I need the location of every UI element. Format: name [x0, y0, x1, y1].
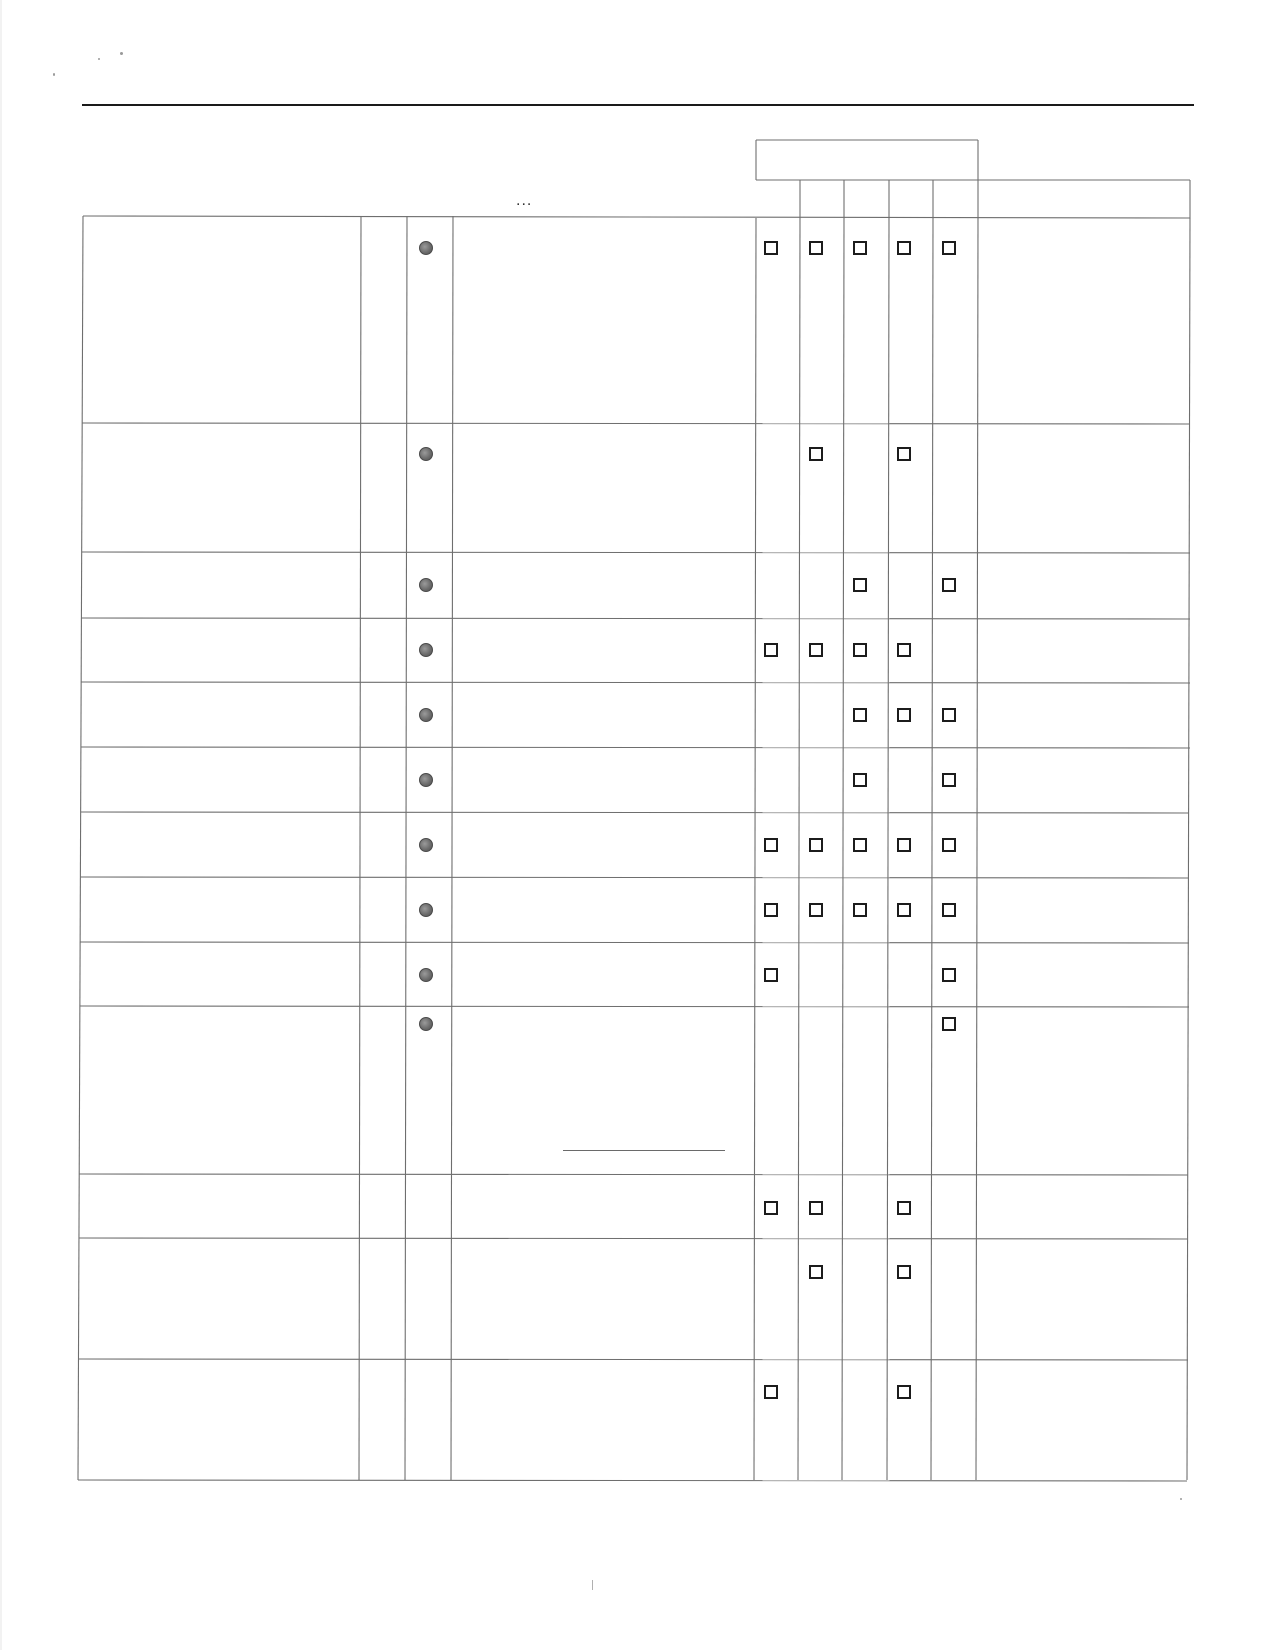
row-bullet-icon	[419, 708, 433, 722]
row-8-checkbox-1[interactable]	[764, 903, 778, 917]
row-bullet-icon	[419, 1017, 433, 1031]
row-11-checkbox-4[interactable]	[897, 1201, 911, 1215]
row-13-checkbox-4[interactable]	[897, 1385, 911, 1399]
row-6-checkbox-3[interactable]	[853, 773, 867, 787]
row-bullet-icon	[419, 838, 433, 852]
row-bullet-icon	[419, 903, 433, 917]
row-8-checkbox-4[interactable]	[897, 903, 911, 917]
row-11-checkbox-2[interactable]	[809, 1201, 823, 1215]
row-7-checkbox-3[interactable]	[853, 838, 867, 852]
row-10-checkbox-5[interactable]	[942, 1017, 956, 1031]
signature-underline	[563, 1150, 725, 1151]
row-6-checkbox-5[interactable]	[942, 773, 956, 787]
row-1-checkbox-2[interactable]	[809, 241, 823, 255]
row-4-checkbox-3[interactable]	[853, 643, 867, 657]
row-7-checkbox-1[interactable]	[764, 838, 778, 852]
row-7-checkbox-5[interactable]	[942, 838, 956, 852]
row-11-checkbox-1[interactable]	[764, 1201, 778, 1215]
row-5-checkbox-5[interactable]	[942, 708, 956, 722]
header-ellipsis: ...	[516, 192, 533, 209]
row-4-checkbox-4[interactable]	[897, 643, 911, 657]
row-12-checkbox-2[interactable]	[809, 1265, 823, 1279]
row-bullet-icon	[419, 643, 433, 657]
row-12-checkbox-4[interactable]	[897, 1265, 911, 1279]
row-1-checkbox-5[interactable]	[942, 241, 956, 255]
row-bullet-icon	[419, 578, 433, 592]
row-1-checkbox-3[interactable]	[853, 241, 867, 255]
row-7-checkbox-2[interactable]	[809, 838, 823, 852]
row-bullet-icon	[419, 447, 433, 461]
row-2-checkbox-2[interactable]	[809, 447, 823, 461]
row-bullet-icon	[419, 968, 433, 982]
row-bullet-icon	[419, 773, 433, 787]
row-4-checkbox-1[interactable]	[764, 643, 778, 657]
row-8-checkbox-5[interactable]	[942, 903, 956, 917]
row-bullet-icon	[419, 241, 433, 255]
row-9-checkbox-5[interactable]	[942, 968, 956, 982]
row-5-checkbox-3[interactable]	[853, 708, 867, 722]
row-4-checkbox-2[interactable]	[809, 643, 823, 657]
row-2-checkbox-4[interactable]	[897, 447, 911, 461]
footer-mark	[592, 1580, 593, 1590]
row-5-checkbox-4[interactable]	[897, 708, 911, 722]
row-8-checkbox-2[interactable]	[809, 903, 823, 917]
row-3-checkbox-5[interactable]	[942, 578, 956, 592]
row-7-checkbox-4[interactable]	[897, 838, 911, 852]
row-13-checkbox-1[interactable]	[764, 1385, 778, 1399]
row-9-checkbox-1[interactable]	[764, 968, 778, 982]
row-1-checkbox-4[interactable]	[897, 241, 911, 255]
row-1-checkbox-1[interactable]	[764, 241, 778, 255]
row-3-checkbox-3[interactable]	[853, 578, 867, 592]
row-8-checkbox-3[interactable]	[853, 903, 867, 917]
